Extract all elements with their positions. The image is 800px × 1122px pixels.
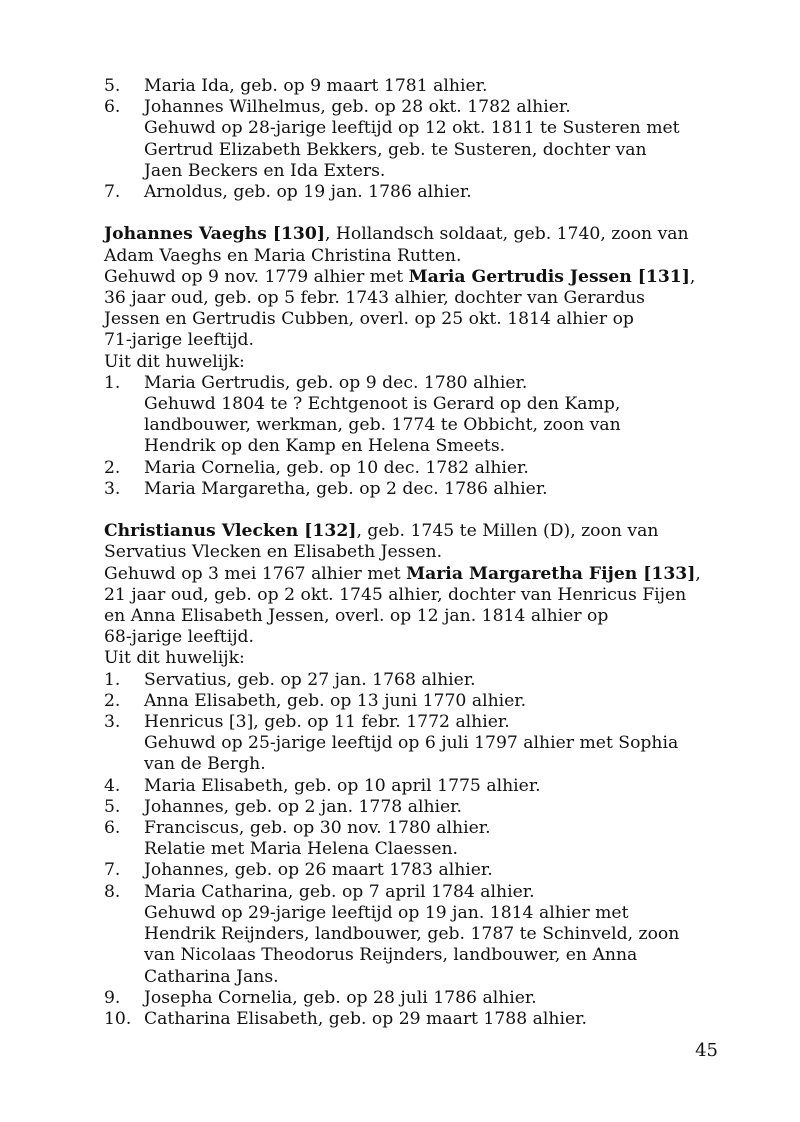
family-head-line-2: Servatius Vlecken en Elisabeth Jessen. — [104, 542, 443, 563]
text-line: Uit dit huwelijk: — [104, 351, 245, 372]
list-item-text: Maria Elisabeth, geb. op 10 april 1775 alhier. — [144, 775, 541, 796]
text-line: en Anna Elisabeth Jessen, overl. op 12 jan. 1814 alhier op — [104, 606, 609, 627]
list-item-number: 5. — [104, 796, 121, 817]
list-item-number: 2. — [104, 690, 121, 711]
list-item-number: 6. — [104, 818, 121, 839]
spouse-details — [104, 585, 704, 670]
list-item — [104, 373, 704, 394]
marriage-punct: , — [695, 563, 701, 584]
family-head-line — [104, 224, 704, 245]
spouse-name: Maria Margaretha Fijen [133] — [406, 563, 696, 584]
list-item-number: 6. — [104, 97, 121, 118]
list-item-detail: Gehuwd op 25-jarige leeftijd op 6 juli 1797 alhier met Sophia — [144, 733, 679, 754]
section-gap — [104, 203, 704, 224]
marriage-line — [104, 267, 704, 288]
list-item — [104, 97, 704, 118]
list-item-detail: van de Bergh. — [144, 754, 266, 775]
list-item-number: 3. — [104, 712, 121, 733]
list-item-detail: Gertrud Elizabeth Bekkers, geb. te Susteren, dochter van — [144, 139, 647, 160]
family-head-text: , geb. 1745 te Millen (D), zoon van — [356, 521, 659, 542]
list-item — [104, 860, 704, 881]
family-head-name: Johannes Vaeghs [130] — [104, 224, 325, 245]
text-line: 68-jarige leeftijd. — [104, 627, 255, 648]
list-item — [104, 712, 704, 733]
list-item — [104, 670, 704, 691]
text-line: Uit dit huwelijk: — [104, 648, 245, 669]
list-item — [104, 182, 704, 203]
children-list — [104, 670, 704, 1030]
list-item-number: 4. — [104, 775, 121, 796]
list-item-text: Catharina Elisabeth, geb. op 29 maart 1788 alhier. — [144, 1008, 587, 1029]
list-item-text: Anna Elisabeth, geb. op 13 juni 1770 alhier. — [144, 690, 527, 711]
list-item-number: 2. — [104, 457, 121, 478]
list-item-text: Johannes Wilhelmus, geb. op 28 okt. 1782 alhier. — [144, 97, 571, 118]
list-item — [104, 1009, 704, 1030]
list-item-detail: Gehuwd op 29-jarige leeftijd op 19 jan. 1814 alhier met — [144, 902, 629, 923]
list-item-text: Maria Cornelia, geb. op 10 dec. 1782 alhier. — [144, 457, 529, 478]
section-gap — [104, 500, 704, 521]
family-head-line — [104, 521, 704, 542]
list-item-text: Franciscus, geb. op 30 nov. 1780 alhier. — [144, 818, 491, 839]
family-entry-vaeghs — [104, 224, 704, 500]
list-item — [104, 818, 704, 839]
document-page — [104, 76, 704, 1030]
list-item-text: Maria Ida, geb. op 9 maart 1781 alhier. — [144, 76, 488, 96]
list-item-text: Servatius, geb. op 27 jan. 1768 alhier. — [144, 669, 476, 690]
family-head-text: , Hollandsch soldaat, geb. 1740, zoon van — [324, 224, 689, 245]
list-item-detail: Relatie met Maria Helena Claessen. — [144, 839, 459, 860]
list-item-number: 1. — [104, 372, 121, 393]
list-item-text: Johannes, geb. op 26 maart 1783 alhier. — [144, 860, 493, 881]
text-line: 36 jaar oud, geb. op 5 febr. 1743 alhier, dochter van Gerardus — [104, 288, 645, 309]
list-item-text: Henricus [3], geb. op 11 febr. 1772 alhier. — [144, 712, 510, 733]
list-item-text: Josepha Cornelia, geb. op 28 juli 1786 alhier. — [144, 987, 537, 1008]
children-list — [104, 373, 704, 500]
marriage-text: Gehuwd op 9 nov. 1779 alhier met — [104, 266, 409, 287]
list-item — [104, 691, 704, 712]
list-item — [104, 479, 704, 500]
list-item — [104, 76, 704, 97]
list-item-number: 3. — [104, 478, 121, 499]
spouse-name: Maria Gertrudis Jessen [131] — [408, 266, 690, 287]
list-item-text: Arnoldus, geb. op 19 jan. 1786 alhier. — [144, 182, 472, 203]
child-list-continued — [104, 76, 704, 203]
list-item-text: Maria Gertrudis, geb. op 9 dec. 1780 alhier. — [144, 372, 528, 393]
family-entry-vlecken — [104, 521, 704, 1030]
marriage-punct: , — [689, 266, 696, 287]
list-item-detail: landbouwer, werkman, geb. 1774 te Obbicht, zoon van — [144, 415, 621, 436]
list-item — [104, 458, 704, 479]
list-item-detail: Gehuwd op 28-jarige leeftijd op 12 okt. 1811 te Susteren met — [144, 118, 680, 139]
list-item-text: Maria Margaretha, geb. op 2 dec. 1786 alhier. — [144, 478, 548, 499]
marriage-text: Gehuwd op 3 mei 1767 alhier met — [104, 563, 407, 584]
list-item-number: 7. — [104, 182, 121, 203]
list-item-number: 1. — [104, 669, 121, 690]
list-item-detail: Jaen Beckers en Ida Exters. — [144, 160, 386, 181]
family-head-name: Christianus Vlecken [132] — [104, 521, 357, 542]
list-item — [104, 988, 704, 1009]
list-item-detail: Gehuwd 1804 te ? Echtgenoot is Gerard op den Kamp, — [144, 394, 621, 415]
family-head-line-2: Adam Vaeghs en Maria Christina Rutten. — [104, 245, 462, 266]
list-item-number: 9. — [104, 987, 121, 1008]
spouse-details — [104, 288, 704, 373]
list-item — [104, 797, 704, 818]
list-item-detail: van Nicolaas Theodorus Reijnders, landbouwer, en Anna — [144, 945, 638, 966]
list-item-text: Maria Catharina, geb. op 7 april 1784 alhier. — [144, 881, 535, 902]
text-line: 21 jaar oud, geb. op 2 okt. 1745 alhier, dochter van Henricus Fijen — [104, 584, 687, 605]
list-item-number: 10. — [104, 1008, 132, 1029]
list-item-detail: Hendrik op den Kamp en Helena Smeets. — [144, 436, 506, 457]
list-item-text: Johannes, geb. op 2 jan. 1778 alhier. — [144, 796, 462, 817]
text-line: Jessen en Gertrudis Cubben, overl. op 25 okt. 1814 alhier op — [104, 309, 634, 330]
list-item — [104, 776, 704, 797]
text-line: 71-jarige leeftijd. — [104, 330, 255, 351]
list-item-number: 5. — [104, 76, 121, 96]
list-item — [104, 882, 704, 903]
list-item-number: 7. — [104, 860, 121, 881]
marriage-line — [104, 564, 704, 585]
list-item-detail: Catharina Jans. — [144, 966, 279, 987]
page-number: 45 — [695, 1040, 718, 1061]
list-item-detail: Hendrik Reijnders, landbouwer, geb. 1787 te Schinveld, zoon — [144, 924, 680, 945]
list-item-number: 8. — [104, 881, 121, 902]
